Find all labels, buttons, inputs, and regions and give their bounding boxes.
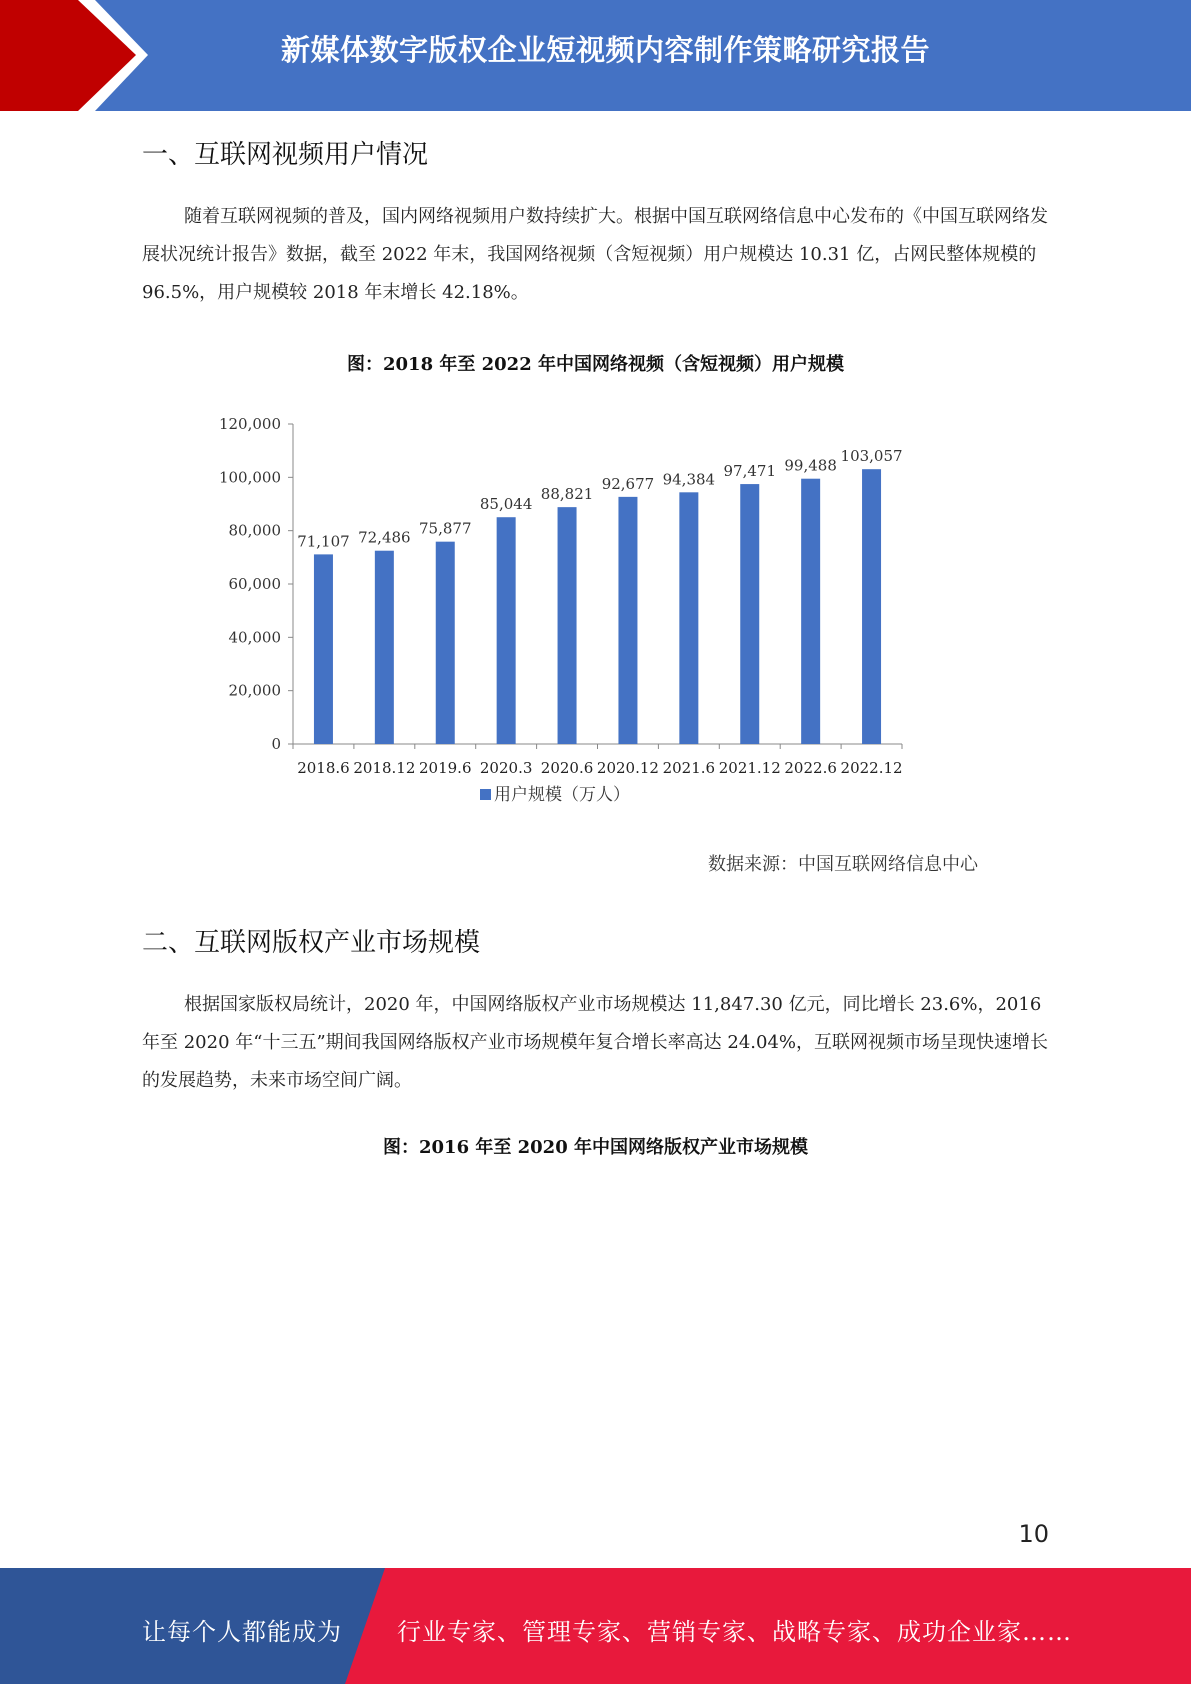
value-label: 94,384: [662, 470, 716, 489]
y-tick-label: 100,000: [218, 468, 281, 487]
bar-2018.12: [375, 551, 394, 744]
value-label: 99,488: [784, 456, 837, 475]
x-tick-label: 2019.6: [419, 759, 472, 777]
bar-2018.6: [314, 554, 333, 744]
value-label: 71,107: [297, 532, 350, 551]
y-tick-label: 40,000: [228, 628, 281, 647]
value-label: 92,677: [601, 474, 655, 493]
bar-2020.12: [618, 497, 637, 744]
bar-2020.3: [497, 517, 516, 744]
section1-heading: 一、互联网视频用户情况: [142, 140, 429, 170]
value-label: 75,877: [419, 519, 472, 538]
section2-paragraph: 根据国家版权局统计，2020 年，中国网络版权产业市场规模达 11,847.30 亿元，同比增长 23.6%，2016 年至 2020 年“十三五”期间我国网络版权产业市场规模年复合增长率高达 24.04%，互联网视频市场呈现快速增长的发展趋势，未来市场空间广阔。: [142, 994, 1049, 1091]
y-tick-label: 20,000: [228, 681, 281, 700]
footer-slogan-left: 让每个人都能成为: [142, 1618, 342, 1646]
bar-2022.6: [801, 479, 820, 744]
value-label: 97,471: [723, 462, 776, 481]
x-tick-label: 2021.12: [718, 759, 781, 777]
x-tick-label: 2022.12: [840, 759, 903, 777]
figure1-source: 数据来源：中国互联网络信息中心: [708, 854, 978, 875]
y-tick-label: 60,000: [228, 575, 281, 593]
header-banner: [0, 0, 1191, 111]
bar-2019.6: [436, 542, 455, 744]
y-tick-label: 80,000: [228, 521, 281, 540]
user-scale-bar-chart: [190, 400, 930, 830]
figure1-title: 图：2018 年至 2022 年中国网络视频（含短视频）用户规模: [347, 354, 844, 375]
footer-slogan-right: 行业专家、管理专家、营销专家、战略专家、成功企业家……: [397, 1618, 1072, 1646]
x-tick-label: 2018.6: [297, 759, 350, 777]
footer-banner: [0, 1568, 1191, 1684]
y-tick-label: 0: [271, 735, 281, 753]
x-tick-label: 2020.3: [479, 759, 533, 777]
section2-heading: 二、互联网版权产业市场规模: [142, 928, 481, 958]
bar-2022.12: [862, 469, 881, 744]
section1-paragraph: 随着互联网视频的普及，国内网络视频用户数持续扩大。根据中国互联网络信息中心发布的《中国互联网络发展状况统计报告》数据，截至 2022 年末，我国网络视频（含短视频）用户规模达 10.31 亿，占网民整体规模的 96.5%，用户规模较 2018 年末增长 42.18%。: [142, 206, 1048, 303]
x-tick-label: 2022.6: [784, 759, 837, 777]
bar-2021.6: [679, 492, 698, 744]
x-tick-label: 2020.12: [596, 759, 659, 777]
value-label: 88,821: [540, 485, 594, 504]
figure2-title: 图：2016 年至 2020 年中国网络版权产业市场规模: [383, 1137, 808, 1158]
legend-label: 用户规模（万人）: [494, 785, 630, 805]
legend-swatch: [480, 789, 491, 800]
bar-2021.12: [740, 484, 759, 744]
value-label: 72,486: [358, 528, 411, 547]
page-number: 10: [1018, 1520, 1049, 1548]
x-tick-label: 2018.12: [353, 759, 416, 777]
value-label: 85,044: [479, 495, 533, 514]
x-tick-label: 2020.6: [540, 759, 594, 777]
bar-2020.6: [558, 507, 577, 744]
x-tick-label: 2021.6: [662, 759, 716, 777]
y-tick-label: 120,000: [218, 415, 281, 433]
value-label: 103,057: [840, 447, 903, 466]
report-title: 新媒体数字版权企业短视频内容制作策略研究报告: [280, 33, 930, 67]
